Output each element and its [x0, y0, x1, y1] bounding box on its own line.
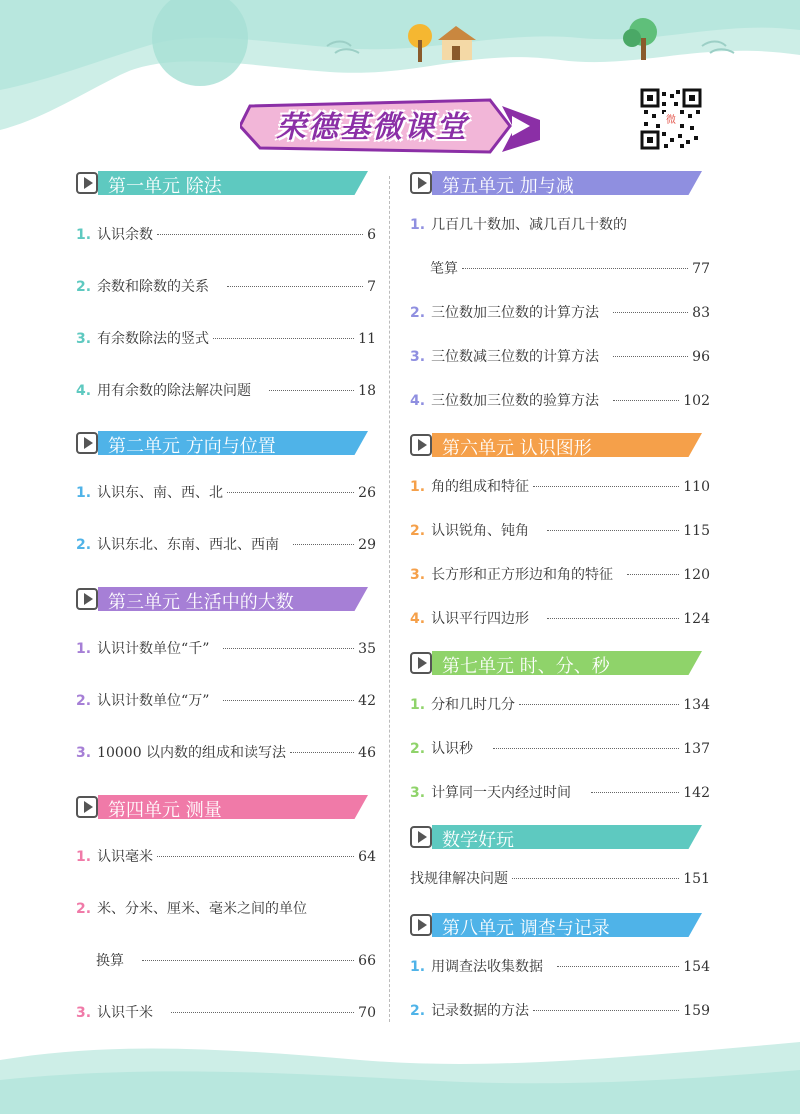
entry-title: 10000 以内数的组成和读写法 — [97, 745, 287, 761]
toc-entry[interactable] — [410, 694, 710, 718]
play-video-icon[interactable] — [410, 826, 432, 848]
tree-icon — [618, 14, 668, 64]
entry-page: 7 — [367, 279, 376, 295]
entry-number: 3. — [410, 567, 426, 583]
entry-title: 三位数加三位数的验算方法 — [431, 393, 600, 409]
entry-title: 角的组成和特征 — [431, 479, 530, 495]
toc-section-unit-4 — [76, 792, 376, 1021]
dot-leader — [613, 400, 679, 401]
entry-page: 46 — [358, 745, 376, 761]
entry-page: 96 — [692, 349, 710, 365]
entry-title: 三位数减三位数的计算方法 — [431, 349, 600, 365]
entry-page: 137 — [683, 741, 710, 757]
entry-page: 154 — [683, 959, 710, 975]
toc-entry[interactable] — [410, 214, 710, 238]
section-heading[interactable] — [410, 648, 710, 678]
dot-leader — [533, 1010, 679, 1011]
entry-number: 2. — [410, 741, 426, 757]
entry-number: 2. — [76, 901, 92, 917]
toc-entry[interactable] — [76, 328, 376, 352]
brand-title: 荣德基微课堂 — [276, 110, 468, 145]
entry-page: 70 — [358, 1005, 376, 1021]
toc-entry[interactable] — [410, 564, 710, 588]
entry-number: 2. — [410, 305, 426, 321]
entry-title: 三位数加三位数的计算方法 — [431, 305, 600, 321]
toc-entry[interactable] — [410, 390, 710, 414]
entry-page: 29 — [358, 537, 376, 553]
entry-title: 认识毫米 — [97, 849, 154, 865]
entry-title: 换算 — [96, 953, 124, 969]
entry-title: 计算同一天内经过时间 — [431, 785, 572, 801]
wind-swirl-icon — [700, 38, 740, 58]
section-title: 第三单元 生活中的大数 — [108, 592, 294, 613]
entry-page: 64 — [358, 849, 376, 865]
play-video-icon[interactable] — [76, 796, 98, 818]
play-video-icon[interactable] — [410, 434, 432, 456]
entry-title: 米、分米、厘米、毫米之间的单位 — [97, 901, 308, 917]
toc-entry[interactable] — [76, 534, 376, 558]
dot-leader — [142, 960, 354, 961]
dot-leader — [223, 648, 354, 649]
toc-section-unit-8 — [410, 910, 710, 1019]
entry-number: 4. — [410, 611, 426, 627]
toc-entry[interactable] — [410, 868, 710, 892]
section-title: 第八单元 调查与记录 — [442, 918, 610, 939]
brand-logo — [240, 96, 570, 156]
entry-title: 认识计数单位“万” — [97, 693, 210, 709]
entry-number: 3. — [76, 745, 92, 761]
toc-entry[interactable] — [76, 846, 376, 870]
toc-section-math-fun — [410, 822, 710, 887]
entry-title: 分和几时几分 — [431, 697, 516, 713]
dot-leader — [157, 234, 363, 235]
section-heading[interactable] — [76, 792, 376, 822]
entry-page: 83 — [692, 305, 710, 321]
entry-number: 1. — [410, 479, 426, 495]
play-video-icon[interactable] — [410, 914, 432, 936]
entry-number: 1. — [410, 959, 426, 975]
section-title: 数学好玩 — [442, 830, 514, 851]
footer-background — [0, 1030, 800, 1114]
toc-entry[interactable] — [410, 956, 710, 980]
entry-title: 余数和除数的关系 — [97, 279, 210, 295]
entry-number: 1. — [410, 697, 426, 713]
section-heading[interactable] — [410, 910, 710, 940]
section-title: 第四单元 测量 — [108, 800, 222, 821]
entry-title: 认识东、南、西、北 — [97, 485, 224, 501]
play-video-icon[interactable] — [410, 652, 432, 674]
toc-section-unit-7 — [410, 648, 710, 801]
section-heading[interactable] — [410, 168, 710, 198]
entry-page: 42 — [358, 693, 376, 709]
entry-title: 长方形和正方形边和角的特征 — [431, 567, 614, 583]
entry-page: 124 — [683, 611, 710, 627]
dot-leader — [547, 530, 679, 531]
section-title: 第五单元 加与减 — [442, 176, 574, 197]
entry-title: 有余数除法的竖式 — [97, 331, 210, 347]
entry-number: 1. — [76, 227, 92, 243]
toc-entry[interactable] — [410, 1000, 710, 1024]
entry-number: 3. — [410, 785, 426, 801]
entry-title: 认识秒 — [431, 741, 474, 757]
toc-entry[interactable] — [410, 782, 710, 806]
entry-number: 4. — [76, 383, 92, 399]
dot-leader — [519, 704, 679, 705]
column-divider — [389, 176, 390, 1022]
entry-title: 找规律解决问题 — [410, 871, 508, 887]
dot-leader — [157, 856, 354, 857]
entry-page: 6 — [367, 227, 376, 243]
entry-number: 2. — [76, 693, 92, 709]
entry-title: 几百几十数加、减几百几十数的 — [431, 217, 628, 233]
play-video-icon[interactable] — [76, 588, 98, 610]
play-video-icon[interactable] — [410, 172, 432, 194]
toc-entry[interactable] — [410, 520, 710, 544]
section-heading[interactable] — [76, 428, 376, 458]
dot-leader — [462, 268, 688, 269]
section-heading[interactable] — [76, 584, 376, 614]
dot-leader — [613, 312, 688, 313]
dot-leader — [269, 390, 354, 391]
section-title: 第七单元 时、分、秒 — [442, 656, 610, 677]
dot-leader — [213, 338, 354, 339]
toc-entry-continued[interactable] — [76, 950, 376, 974]
toc-entry[interactable] — [410, 476, 710, 500]
entry-page: 115 — [683, 523, 710, 539]
section-heading[interactable] — [410, 430, 710, 460]
entry-title: 记录数据的方法 — [431, 1003, 530, 1019]
dot-leader — [223, 700, 354, 701]
toc-entry[interactable] — [76, 742, 376, 766]
entry-page: 11 — [358, 331, 376, 347]
toc-entry[interactable] — [76, 224, 376, 248]
play-video-icon[interactable] — [76, 172, 98, 194]
entry-title: 认识千米 — [97, 1005, 154, 1021]
entry-number: 1. — [410, 217, 426, 233]
entry-title: 认识平行四边形 — [431, 611, 530, 627]
dot-leader — [591, 792, 679, 793]
toc-entry[interactable] — [410, 738, 710, 762]
toc-entry[interactable] — [76, 276, 376, 300]
dot-leader — [227, 286, 363, 287]
entry-number: 1. — [76, 641, 92, 657]
entry-page: 102 — [683, 393, 710, 409]
toc-entry[interactable] — [410, 346, 710, 370]
play-video-icon[interactable] — [76, 432, 98, 454]
dot-leader — [547, 618, 679, 619]
dot-leader — [227, 492, 354, 493]
dot-leader — [171, 1012, 354, 1013]
entry-number: 3. — [76, 1005, 92, 1021]
toc-entry[interactable] — [76, 690, 376, 714]
dot-leader — [290, 752, 354, 753]
entry-page: 142 — [683, 785, 710, 801]
dot-leader — [613, 356, 688, 357]
entry-number: 1. — [76, 485, 92, 501]
toc-entry[interactable] — [76, 638, 376, 662]
toc-section-unit-3 — [76, 584, 376, 761]
entry-page: 120 — [683, 567, 710, 583]
toc-section-unit-5 — [410, 168, 710, 409]
entry-title: 笔算 — [430, 261, 458, 277]
entry-number: 2. — [410, 523, 426, 539]
section-title: 第一单元 除法 — [108, 176, 222, 197]
qr-code[interactable] — [640, 88, 702, 150]
entry-title: 用有余数的除法解决问题 — [97, 383, 252, 399]
entry-title: 认识计数单位“千” — [97, 641, 210, 657]
house-and-tree-illustration — [400, 18, 480, 68]
toc-entry[interactable] — [76, 482, 376, 506]
entry-page: 159 — [683, 1003, 710, 1019]
entry-title: 用调查法收集数据 — [431, 959, 544, 975]
section-heading[interactable] — [410, 822, 710, 852]
entry-number: 3. — [76, 331, 92, 347]
section-title: 第二单元 方向与位置 — [108, 436, 276, 457]
entry-page: 18 — [358, 383, 376, 399]
toc-entry[interactable] — [410, 302, 710, 326]
entry-number: 1. — [76, 849, 92, 865]
entry-page: 26 — [358, 485, 376, 501]
toc-entry[interactable] — [76, 1002, 376, 1026]
dot-leader — [557, 966, 679, 967]
entry-title: 认识余数 — [97, 227, 154, 243]
toc-section-unit-1 — [76, 168, 376, 399]
dot-leader — [627, 574, 679, 575]
entry-number: 3. — [410, 349, 426, 365]
entry-number: 2. — [76, 537, 92, 553]
entry-number: 4. — [410, 393, 426, 409]
entry-page: 110 — [683, 479, 710, 495]
qr-center-label: 微 — [666, 115, 676, 126]
toc-entry-continued[interactable] — [410, 258, 710, 282]
entry-page: 134 — [683, 697, 710, 713]
entry-number: 2. — [76, 279, 92, 295]
section-heading[interactable] — [76, 168, 376, 198]
section-title: 第六单元 认识图形 — [442, 438, 592, 459]
entry-page: 35 — [358, 641, 376, 657]
entry-title: 认识锐角、钝角 — [431, 523, 530, 539]
dot-leader — [512, 878, 679, 879]
toc-entry[interactable] — [76, 380, 376, 404]
toc-section-unit-6 — [410, 430, 710, 627]
entry-number: 2. — [410, 1003, 426, 1019]
dot-leader — [533, 486, 679, 487]
entry-title: 认识东北、东南、西北、西南 — [97, 537, 280, 553]
dot-leader — [493, 748, 679, 749]
wind-swirl-icon — [325, 38, 365, 58]
entry-page: 77 — [692, 261, 710, 277]
toc-entry[interactable] — [410, 608, 710, 632]
entry-page: 66 — [358, 953, 376, 969]
toc-entry[interactable] — [76, 898, 376, 922]
toc-section-unit-2 — [76, 428, 376, 553]
entry-page: 151 — [683, 871, 710, 887]
dot-leader — [293, 544, 354, 545]
